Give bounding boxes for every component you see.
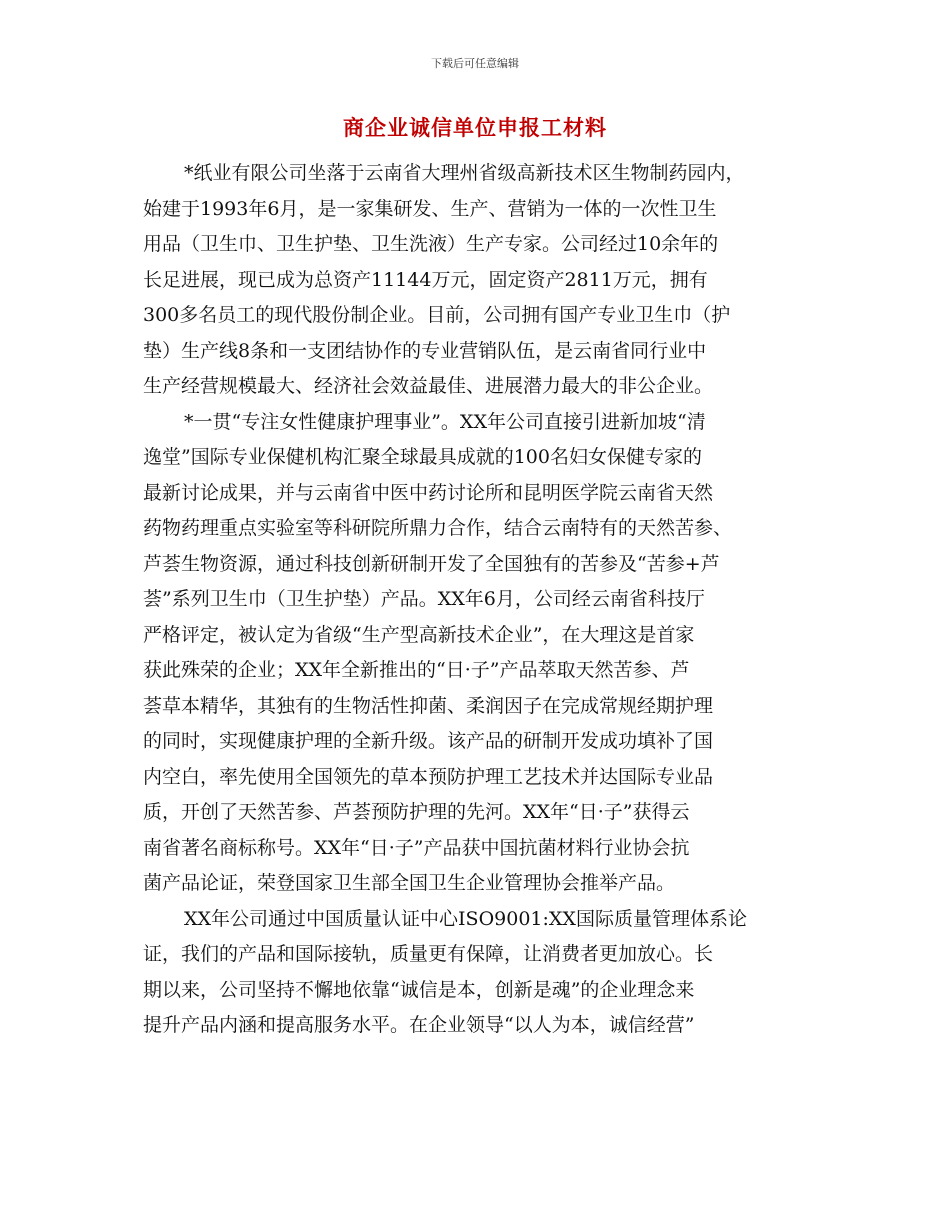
text-line: 提升产品内涵和提高服务水平。在企业领导“以人为本，诚信经营” (143, 1014, 695, 1036)
text-line: 的同时，实现健康护理的全新升级。该产品的研制开发成功填补了国 (143, 730, 714, 752)
text-line: 芦荟生物资源，通过科技创新研制开发了全国独有的苦参及“苦参+芦 (143, 552, 720, 575)
text-line: 期以来，公司坚持不懈地依靠“诚信是本，创新是魂”的企业理念来 (143, 978, 695, 1001)
text-line: XX年公司通过中国质量认证中心ISO9001:XX国际质量管理体系论 (184, 907, 747, 930)
text-line: 菌产品论证，荣登国家卫生部全国卫生企业管理协会推举产品。 (143, 872, 676, 894)
text-line: 用品（卫生巾、卫生护垫、卫生洗液）生产专家。公司经过10余年的 (143, 233, 719, 255)
text-line: 生产经营规模最大、经济社会效益最佳、进展潜力最大的非公企业。 (143, 375, 714, 397)
text-line: 荟草本精华，其独有的生物活性抑菌、柔润因子在完成常规经期护理 (143, 694, 714, 717)
paragraph-1 (143, 156, 823, 405)
text-line: 药物药理重点实验室等科研院所鼎力合作，结合云南特有的天然苦参、 (143, 517, 733, 539)
text-line: 证，我们的产品和国际接轨，质量更有保障，让消费者更加放心。长 (143, 943, 714, 965)
text-line: 垫）生产线8条和一支团结协作的专业营销队伍，是云南省同行业中 (143, 339, 707, 362)
text-line: 长足进展，现已成为总资产11144万元，固定资产2811万元，拥有 (143, 268, 708, 291)
text-line: 荟”系列卫生巾（卫生护垫）产品。XX年6月，公司经云南省科技厅 (143, 588, 705, 610)
document-body (143, 156, 823, 1044)
text-line: *纸业有限公司坐落于云南省大理州省级高新技术区生物制药园内， (184, 162, 745, 184)
text-line: 严格评定，被认定为省级“生产型高新技术企业”，在大理这是首家 (143, 623, 695, 646)
text-line: 最新讨论成果，并与云南省中医中药讨论所和昆明医学院云南省天然 (143, 481, 714, 504)
document-title: 商企业诚信单位申报工材料 (343, 115, 607, 140)
text-line: 300多名员工的现代股份制企业。目前，公司拥有国产专业卫生巾（护 (143, 304, 731, 326)
text-line: *一贯“专注女性健康护理事业”。XX年公司直接引进新加坡“清 (184, 410, 706, 433)
paragraph-2 (143, 405, 823, 902)
text-line: 始建于1993年6月，是一家集研发、生产、营销为一体的一次性卫生 (143, 197, 717, 220)
paragraph-3 (143, 902, 823, 1044)
text-line: 获此殊荣的企业；XX年全新推出的“日·子”产品萃取天然苦参、芦 (143, 659, 690, 681)
text-line: 质，开创了天然苦参、芦荟预防护理的先河。XX年“日·子”获得云 (143, 801, 690, 823)
text-line: 内空白，率先使用全国领先的草本预防护理工艺技术并达国际专业品 (143, 765, 714, 788)
header-note: 下载后可任意编辑 (431, 57, 519, 70)
text-line: 南省著名商标称号。XX年“日·子”产品获中国抗菌材料行业协会抗 (143, 836, 690, 859)
text-line: 逸堂”国际专业保健机构汇聚全球最具成就的100名妇女保健专家的 (143, 446, 702, 468)
